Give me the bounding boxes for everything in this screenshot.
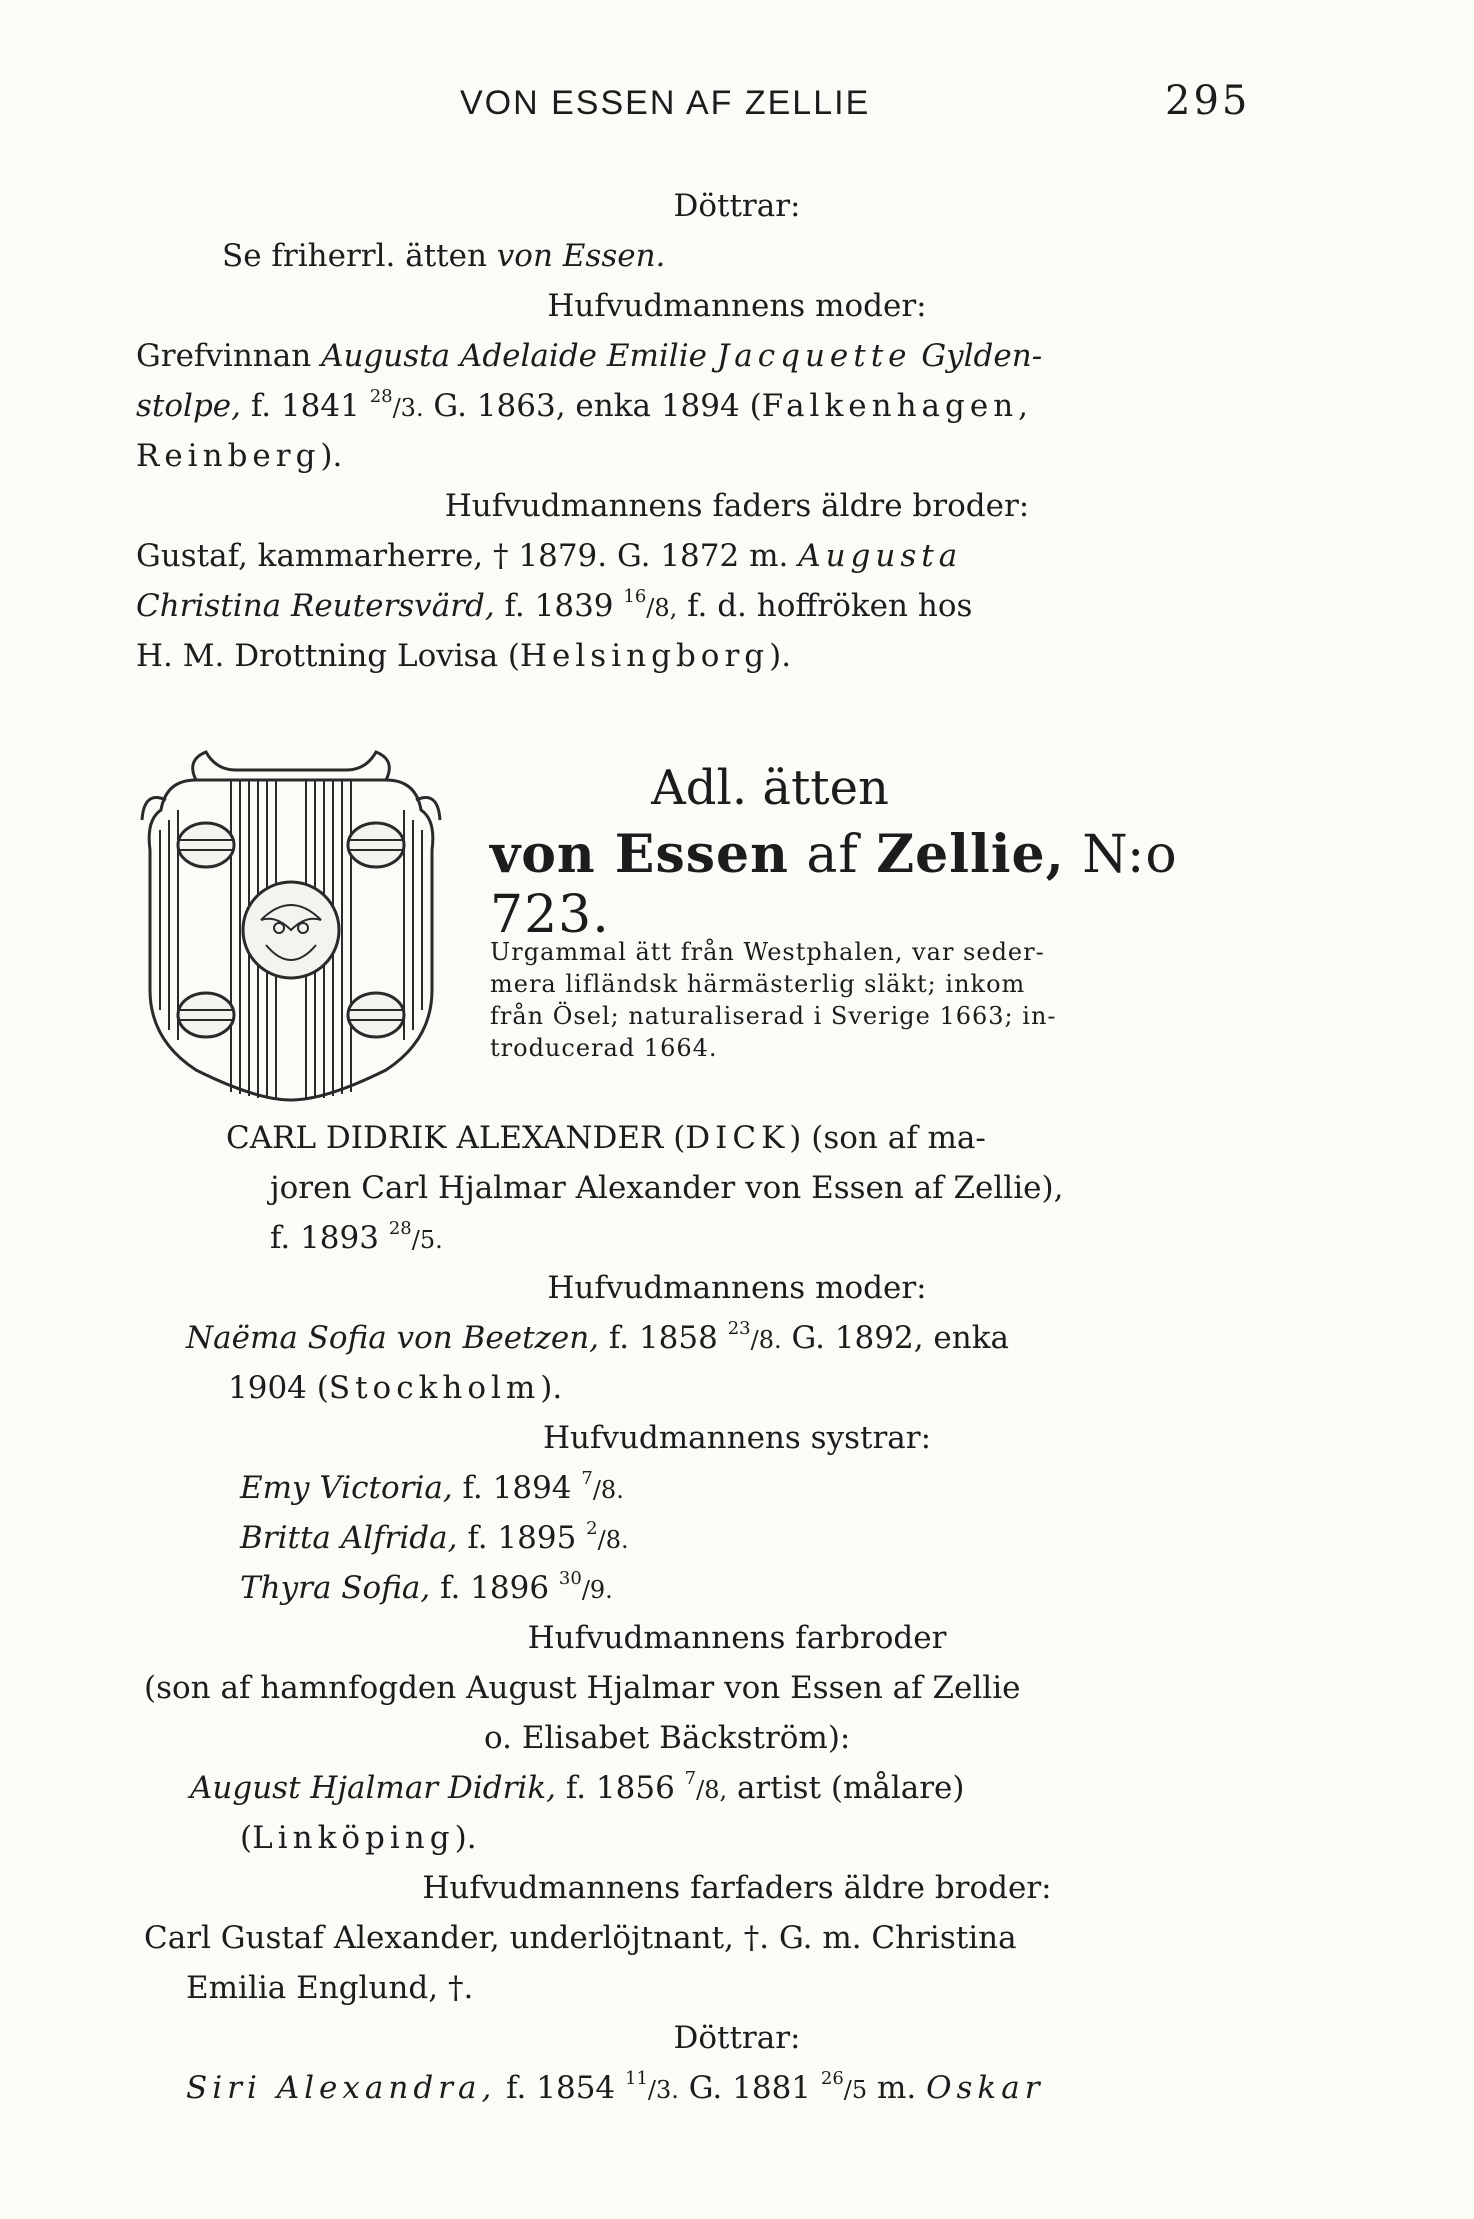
dottrar-text: Se friherrl. ätten von Essen. bbox=[222, 238, 666, 274]
family-heading-line-2: von Essen af Zellie, N:o 723. bbox=[490, 824, 1178, 945]
carl-line-2: joren Carl Hjalmar Alexander von Essen af Zellie), bbox=[270, 1170, 1064, 1206]
carl-line-1: CARL DIDRIK ALEXANDER (DICK) (son af ma- bbox=[226, 1120, 986, 1156]
moder-line-3: Reinberg). bbox=[136, 438, 343, 474]
august-line-1: August Hjalmar Didrik, f. 1856 $^7$/8, artist (målare) bbox=[190, 1768, 965, 1806]
moder-heading: Hufvudmannens moder: bbox=[547, 288, 927, 324]
family-heading bbox=[490, 760, 1290, 945]
intro-line-3: från Ösel; naturaliserad i Sverige 1663; in- bbox=[490, 1002, 1057, 1030]
farbroder-line-1: (son af hamnfogden August Hjalmar von Essen af Zellie bbox=[144, 1670, 1021, 1706]
moder-line-2: stolpe, f. 1841 $^{28}$/3. G. 1863, enka 1894 (Falkenhagen, bbox=[136, 386, 1034, 424]
dottrar-heading: Döttrar: bbox=[673, 188, 801, 224]
farbroder-line-2: o. Elisabet Bäckström): bbox=[484, 1720, 851, 1756]
sister-3: Thyra Sofia, f. 1896 $^{30}$/9. bbox=[240, 1568, 613, 1606]
dottrar-2-heading: Döttrar: bbox=[673, 2020, 801, 2056]
running-head bbox=[0, 78, 1474, 134]
carl-line-3: f. 1893 $^{28}$/5. bbox=[270, 1218, 443, 1256]
farfader-line-1: Carl Gustaf Alexander, underlöjtnant, †. G. m. Christina bbox=[144, 1920, 1017, 1956]
intro-line-2: mera lifländsk härmästerlig släkt; inkom bbox=[490, 970, 1026, 998]
siri-line: Siri Alexandra, f. 1854 $^{11}$/3. G. 1881 $^{26}$/5 m. Oskar bbox=[186, 2068, 1045, 2106]
carl-moder-line-1: Naëma Sofia von Beetzen, f. 1858 $^{23}$/8. G. 1892, enka bbox=[186, 1318, 1010, 1356]
farfader-line-2: Emilia Englund, †. bbox=[186, 1970, 474, 2006]
broder-line-2: Christina Reutersvärd, f. 1839 $^{16}$/8, f. d. hoffröken hos bbox=[136, 586, 973, 624]
running-title: VON ESSEN AF ZELLIE bbox=[460, 84, 871, 122]
systrar-heading: Hufvudmannens systrar: bbox=[542, 1420, 932, 1456]
august-line-2: (Linköping). bbox=[240, 1820, 477, 1856]
carl-moder-line-2: 1904 (Stockholm). bbox=[228, 1370, 563, 1406]
page-number: 295 bbox=[1165, 78, 1251, 124]
sister-2: Britta Alfrida, f. 1895 $^2$/8. bbox=[240, 1518, 629, 1556]
sister-1: Emy Victoria, f. 1894 $^7$/8. bbox=[240, 1468, 624, 1506]
intro-line-1: Urgammal ätt från Westphalen, var seder- bbox=[490, 938, 1045, 966]
carl-moder-heading: Hufvudmannens moder: bbox=[547, 1270, 927, 1306]
broder-line-3: H. M. Drottning Lovisa (Helsingborg). bbox=[136, 638, 792, 674]
intro-line-4: troducerad 1664. bbox=[490, 1034, 718, 1062]
farbroder-heading: Hufvudmannens farbroder bbox=[527, 1620, 947, 1656]
broder-heading: Hufvudmannens faders äldre broder: bbox=[444, 488, 1030, 524]
broder-line-1: Gustaf, kammarherre, † 1879. G. 1872 m. Augusta bbox=[136, 538, 963, 574]
moder-line-1: Grefvinnan Augusta Adelaide Emilie Jacquette Gylden- bbox=[136, 338, 1043, 374]
farfader-heading: Hufvudmannens farfaders äldre broder: bbox=[422, 1870, 1052, 1906]
coat-of-arms-icon bbox=[136, 740, 446, 1110]
family-heading-line-1: Adl. ätten bbox=[651, 760, 889, 816]
